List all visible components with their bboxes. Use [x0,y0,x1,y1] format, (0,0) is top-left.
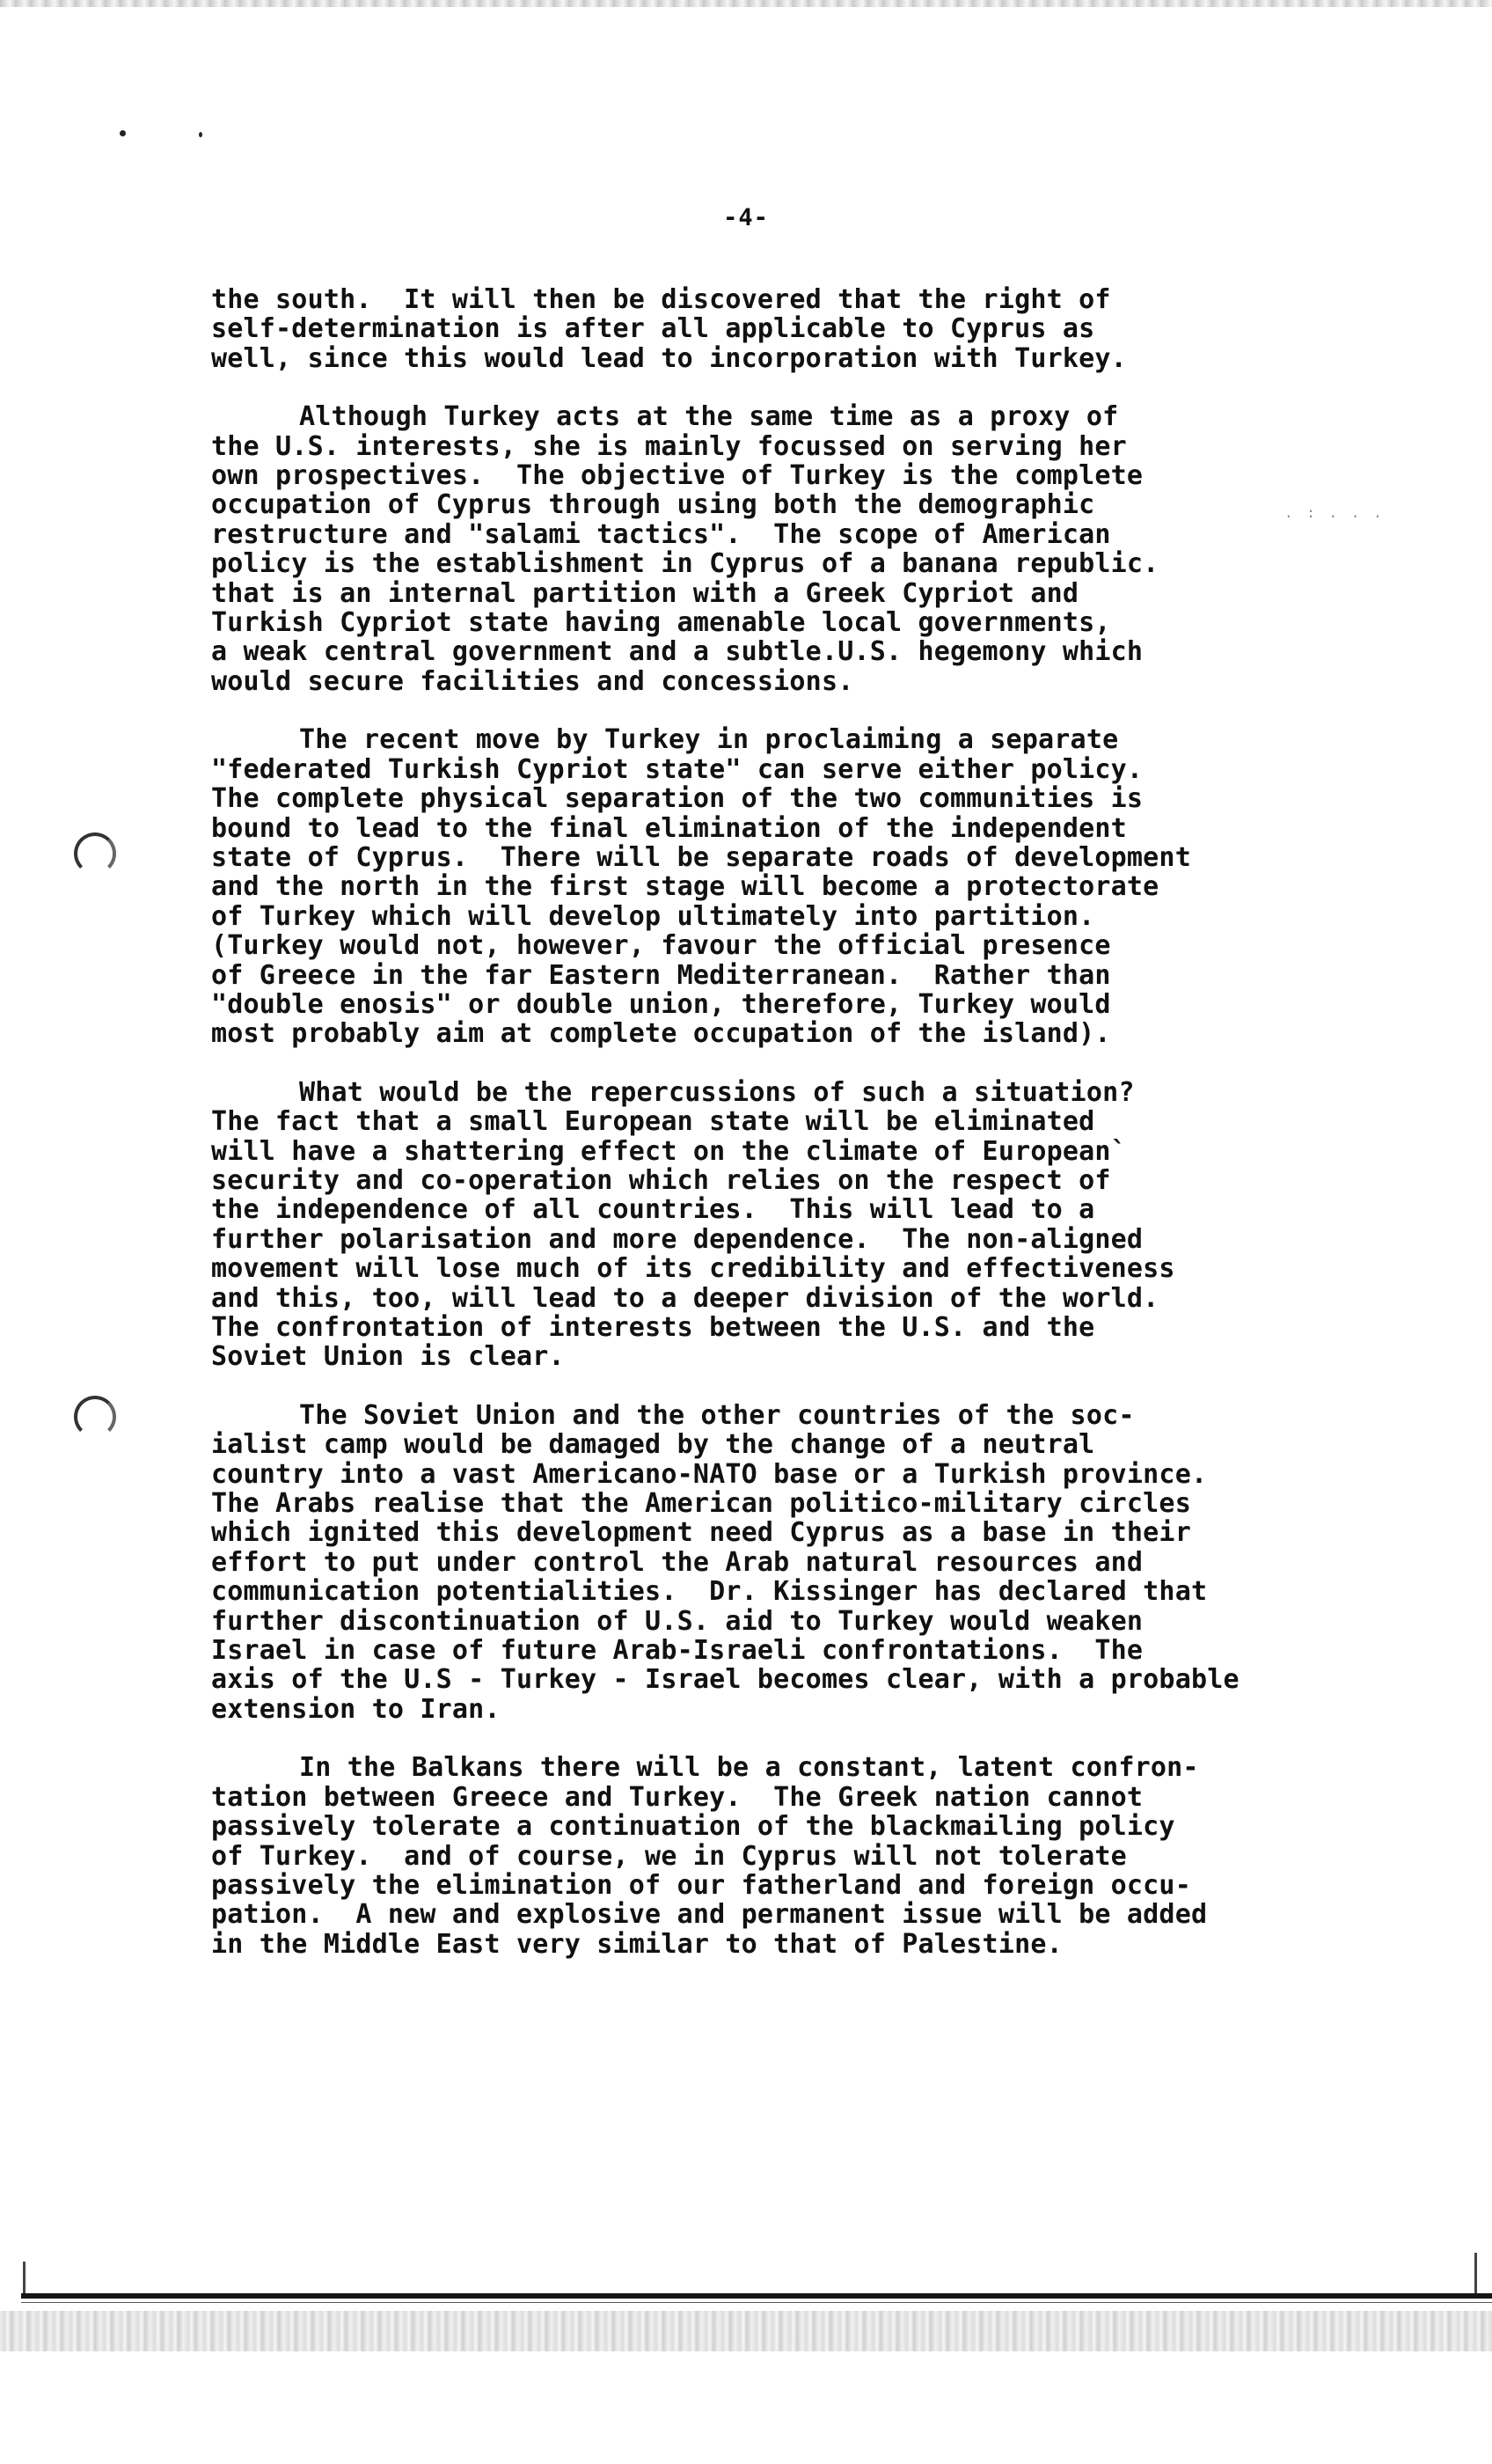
text-line: self-determination is after all applicable to Cyprus as [211,313,1095,345]
text-line: passively the elimination of our fatherland and foreign occu- [211,1869,1191,1901]
text-line: passively tolerate a continuation of the blackmailing policy [211,1811,1175,1843]
punch-hole [74,1396,116,1438]
text-line: the south. It will then be discovered that the right of [211,284,1111,315]
text-line: ialist camp would be damaged by the change of a neutral [211,1429,1095,1461]
text-line: country into a vast Americano-NATO base or a Turkish province. [211,1458,1208,1490]
text-line: the U.S. interests, she is mainly focussed on serving her [211,430,1127,462]
text-line: In the Balkans there will be a constant, latent confron- [299,1752,1199,1784]
punch-hole [74,832,116,875]
text-line: a weak central government and a subtle.U.S. hegemony which [211,636,1144,668]
text-line: occupation of Cyprus through using both the demographic [211,489,1095,521]
text-line: tation between Greece and Turkey. The Greek nation cannot [211,1781,1144,1813]
text-line: most probably aim at complete occupation of the island). [211,1018,1111,1050]
paragraph [211,725,1390,1048]
text-line: and the north in the first stage will become a protectorate [211,871,1159,903]
text-line: communication potentialities. Dr. Kissinger has declared that [211,1576,1208,1608]
scan-top-edge [0,0,1492,7]
text-line: Although Turkey acts at the same time as a proxy of [299,401,1119,433]
text-line: The Arabs realise that the American politico-military circles [211,1488,1191,1520]
scan-speck [199,132,202,137]
text-line: in the Middle East very similar to that of Palestine. [211,1928,1063,1960]
text-line: state of Cyprus. There will be separate roads of development [211,841,1191,873]
text-line: The recent move by Turkey in proclaiming a separate [299,724,1119,756]
text-line: of Greece in the far Eastern Mediterranean. Rather than [211,959,1111,991]
scan-speck [120,130,126,136]
text-line: Soviet Union is clear. [211,1341,565,1373]
text-line: that is an internal partition with a Greek Cypriot and [211,577,1079,609]
page-number: -4- [723,204,769,231]
text-line: own prospectives. The objective of Turkey is the complete [211,460,1144,492]
text-line: "federated Turkish Cypriot state" can serve either policy. [211,753,1144,785]
text-line: bound to lead to the final elimination of the independent [211,812,1127,844]
text-line: The confrontation of interests between the U.S. and the [211,1312,1095,1343]
scan-edge-mark [1474,2253,1477,2297]
margin-marks: . : . . . [1284,504,1385,521]
text-line: (Turkey would not, however, favour the official presence [211,930,1111,962]
text-line: would secure facilities and concessions. [211,665,854,697]
text-line: axis of the U.S - Turkey - Israel becomes clear, with a probable [211,1664,1240,1696]
text-line: well, since this would lead to incorporation with Turkey. [211,342,1127,374]
text-line: The Soviet Union and the other countries of the soc- [299,1399,1135,1431]
scan-bottom-strip [0,2311,1492,2351]
text-line: movement will lose much of its credibility and effectiveness [211,1253,1175,1285]
text-line: effort to put under control the Arab natural resources and [211,1546,1144,1578]
text-line: pation. A new and explosive and permanent issue will be added [211,1899,1208,1931]
text-line: policy is the establishment in Cyprus of a banana republic. [211,548,1159,580]
paragraph [211,1753,1390,1959]
page-bottom-edge [21,2293,1492,2299]
text-line: security and co-operation which relies on the respect of [211,1164,1111,1196]
text-line: the independence of all countries. This will lead to a [211,1194,1095,1226]
text-line: further discontinuation of U.S. aid to Turkey would weaken [211,1605,1144,1637]
text-line: "double enosis" or double union, therefore, Turkey would [211,988,1111,1020]
text-line: The complete physical separation of the two communities is [211,783,1144,815]
text-line: of Turkey. and of course, we in Cyprus will not tolerate [211,1840,1127,1872]
text-line: which ignited this development need Cyprus as a base in their [211,1517,1191,1549]
text-line: Israel in case of future Arab-Israeli confrontations. The [211,1635,1144,1667]
text-line: The fact that a small European state will be eliminated [211,1106,1095,1138]
text-line: extension to Iran. [211,1693,501,1725]
page-bottom-edge-shadow [21,2302,1492,2303]
text-line: and this, too, will lead to a deeper division of the world. [211,1282,1159,1314]
text-line: further polarisation and more dependence. The non-aligned [211,1223,1144,1255]
paragraph [211,1401,1390,1724]
paragraph [211,285,1390,373]
text-line: restructure and "salami tactics". The scope of American [211,518,1111,550]
text-line: Turkish Cypriot state having amenable local governments, [211,607,1111,639]
paragraph [211,1078,1390,1372]
text-line: What would be the repercussions of such a situation? [299,1076,1135,1108]
text-line: of Turkey which will develop ultimately into partition. [211,900,1095,932]
document-body [211,285,1390,1988]
text-line: will have a shattering effect on the climate of European` [211,1135,1127,1167]
scan-edge-mark [23,2262,26,2297]
paragraph [211,402,1390,696]
